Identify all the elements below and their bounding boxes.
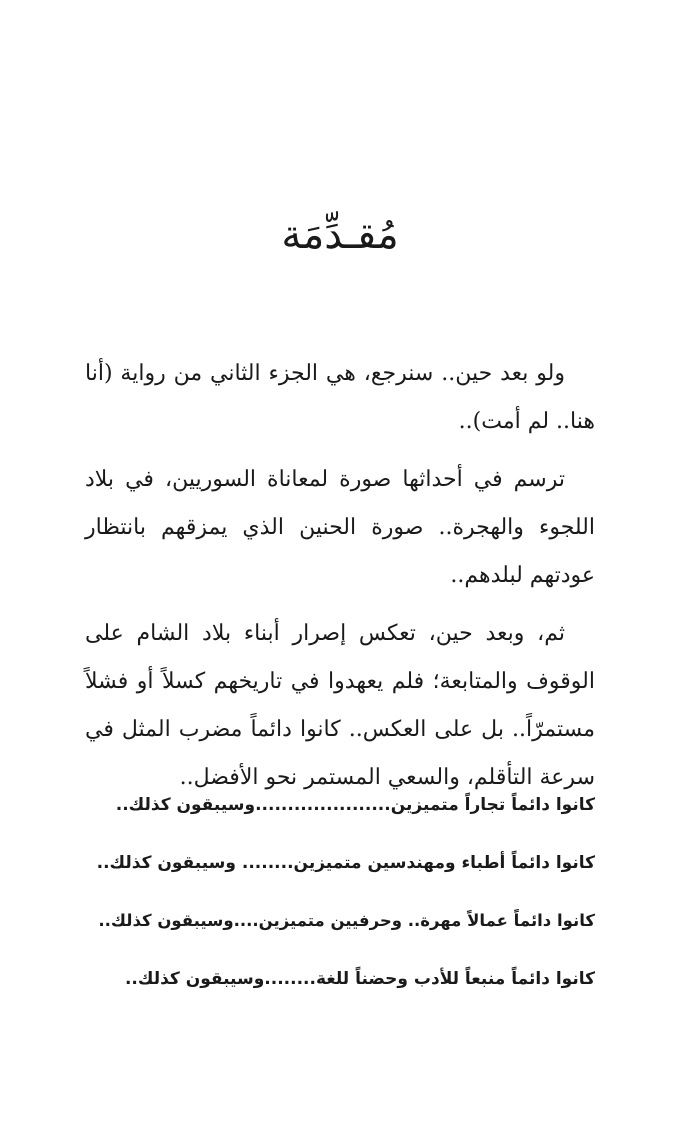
paragraph-3: ثم، وبعد حين، تعكس إصرار أبناء بلاد الشام على الوقوف والمتابعة؛ فلم يعهدوا في تاريخهم كسلاً أو فشلاً مستمرّاً.. بل على العكس.. كانوا دائماً مضرب المثل في سرعة التأقلم، والسعي المستمر نحو الأفضل.. (85, 621, 595, 790)
bold-line-4: كانوا دائماً منبعاً للأدب وحضناً للغة........وسيبقون كذلك.. (124, 969, 595, 989)
page-title: مُقـدِّمَة (281, 212, 399, 258)
paragraph-2: ترسم في أحداثها صورة لمعاناة السوريين، في بلاد اللجوء والهجرة.. صورة الحنين الذي يمزقهم بانتظار عودتهم لبلدهم.. (85, 467, 595, 588)
bold-statements (85, 786, 595, 1018)
introduction-body (85, 350, 595, 812)
bold-line-3: كانوا دائماً عمالاً مهرة.. وحرفيين متميزين....وسيبقون كذلك.. (98, 911, 595, 930)
paragraph-1: ولو بعد حين.. سنرجع، هي الجزء الثاني من رواية (أنا هنا.. لم أمت).. (85, 361, 595, 434)
bold-line-1: كانوا دائماً تجاراً متميزين.....................وسيبقون كذلك.. (115, 795, 595, 815)
bold-line-2: كانوا دائماً أطباء ومهندسين متميزين........ وسيبقون كذلك.. (96, 853, 595, 873)
